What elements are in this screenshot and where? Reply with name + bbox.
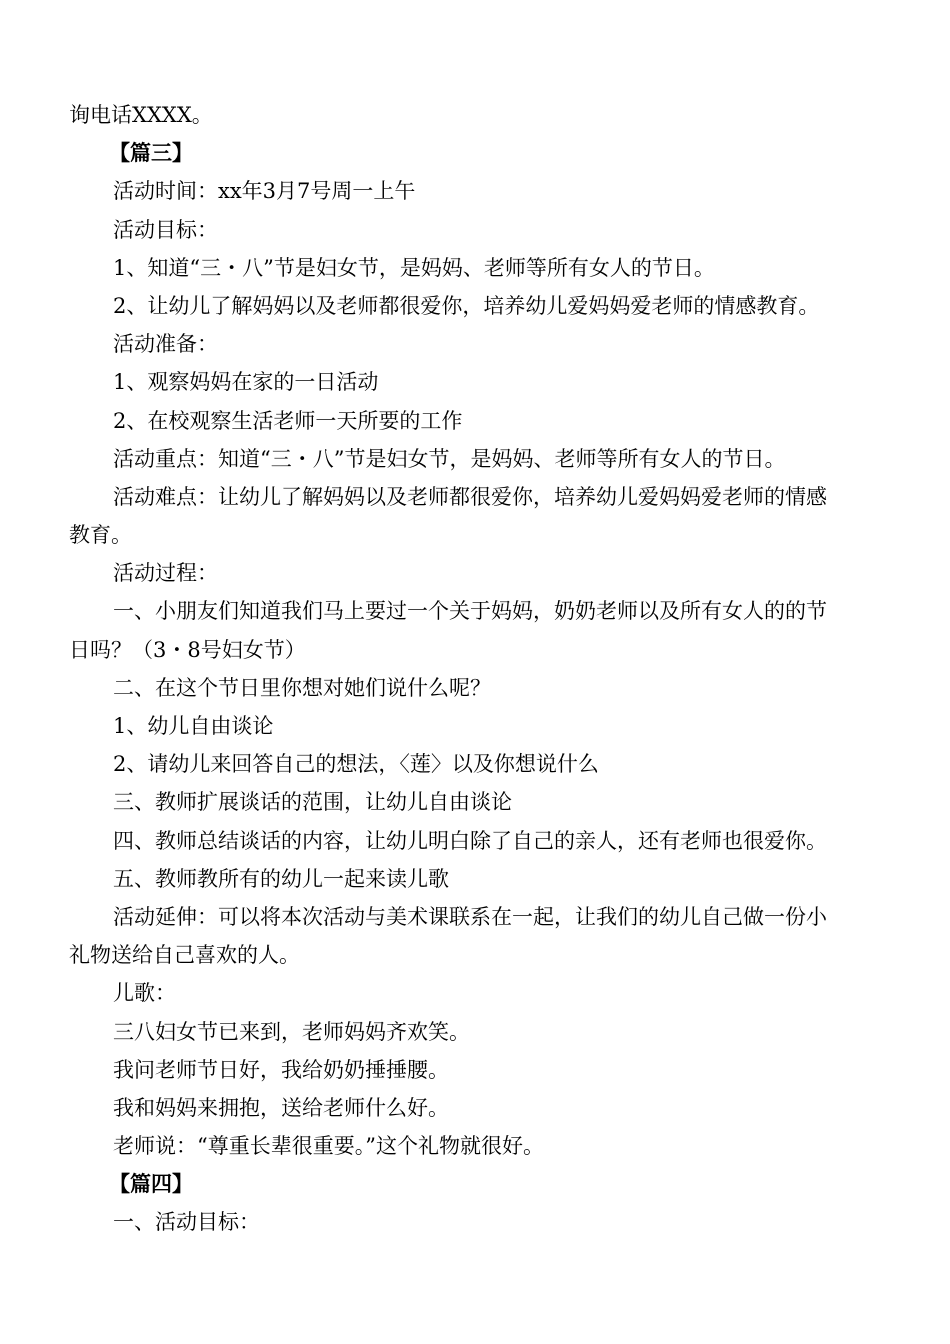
text-line: 我和妈妈来拥抱，送给老师什么好。 [113,1095,449,1120]
text-line: 询电话XXXX。 [69,103,213,127]
text-line: 2、在校观察生活老师一天所要的工作 [113,408,463,433]
text-line: 活动难点：让幼儿了解妈妈以及老师都很爱你，培养幼儿爱妈妈爱老师的情感 [113,484,827,509]
text-line: 活动准备： [113,332,218,357]
text-line: 一、小朋友们知道我们马上要过一个关于妈妈，奶奶老师以及所有女人的的节 [113,599,827,624]
text-line: 活动过程： [113,561,218,586]
text-line: 活动目标： [113,217,218,242]
section-heading: 【篇三】 [109,140,193,166]
text-line: 活动延伸：可以将本次活动与美术课联系在一起，让我们的幼儿自己做一份小 [113,904,827,929]
text-line: 活动时间：xx年3月7号周一上午 [113,179,416,204]
document-body [69,96,884,1242]
text-line: 四、教师总结谈话的内容，让幼儿明白除了自己的亲人，还有老师也很爱你。 [113,828,827,853]
text-line: 一、活动目标： [113,1210,260,1235]
text-line: 我问老师节日好，我给奶奶捶捶腰。 [113,1057,449,1082]
text-line: 三八妇女节已来到，老师妈妈齐欢笑。 [113,1019,470,1044]
text-line: 老师说：“尊重长辈很重要。”这个礼物就很好。 [113,1134,544,1159]
text-line: 1、幼儿自由谈论 [113,714,274,738]
text-line: 儿歌： [113,981,176,1006]
text-line: 三、教师扩展谈话的范围，让幼儿自由谈论 [113,790,512,815]
text-line: 活动重点：知道“三・八”节是妇女节，是妈妈、老师等所有女人的节日。 [113,446,786,471]
text-line: 礼物送给自己喜欢的人。 [69,943,300,968]
text-line: 2、让幼儿了解妈妈以及老师都很爱你，培养幼儿爱妈妈爱老师的情感教育。 [113,293,820,318]
text-line: 1、知道“三・八”节是妇女节，是妈妈、老师等所有女人的节日。 [113,255,715,280]
text-line: 二、在这个节日里你想对她们说什么呢？ [113,675,491,700]
section-heading: 【篇四】 [109,1171,193,1197]
text-line: 1、观察妈妈在家的一日活动 [113,370,379,395]
text-line: 2、请幼儿来回答自己的想法，〈莲〉以及你想说什么 [113,752,599,777]
text-line: 教育。 [69,523,132,548]
text-line: 五、教师教所有的幼儿一起来读儿歌 [113,866,449,891]
text-line: 日吗？（3・8号妇女节） [69,637,306,662]
